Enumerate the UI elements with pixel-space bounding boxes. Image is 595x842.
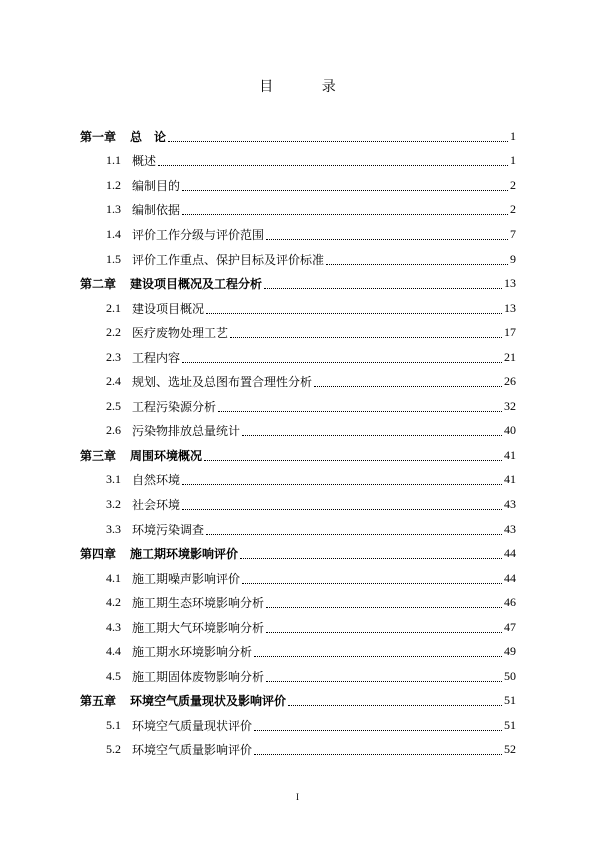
toc-entry-title: 环境空气质量影响评价 [132,743,253,758]
toc-leader-dots [266,681,502,682]
toc-entry-title: 编制目的 [132,178,181,193]
toc-leader-dots [242,583,502,584]
toc-chapter-entry[interactable] [80,443,516,468]
toc-entry-number: 第四章 [80,547,117,562]
toc-section-entry[interactable] [80,738,516,763]
toc-entry-page: 21 [504,349,516,364]
toc-section-entry[interactable] [80,345,516,370]
toc-entry-title: 医疗废物处理工艺 [132,326,229,341]
toc-entry-title: 自然环境 [132,473,181,488]
toc-leader-dots [206,313,502,314]
toc-entry-number: 1.3 [106,202,121,217]
toc-leader-dots [254,754,502,755]
toc-entry-title: 建设项目概况 [132,301,205,316]
toc-entry-title: 工程内容 [132,350,181,365]
toc-entry-page: 32 [504,398,516,413]
toc-entry-title: 施工期生态环境影响分析 [132,596,265,611]
toc-leader-dots [218,411,502,412]
toc-leader-dots [266,607,502,608]
toc-section-entry[interactable] [80,468,516,493]
toc-entry-page: 41 [504,472,516,487]
toc-leader-dots [326,264,508,265]
toc-entry-page: 43 [504,521,516,536]
toc-entry-number: 第五章 [80,694,117,709]
toc-section-entry[interactable] [80,320,516,345]
toc-entry-page: 13 [504,276,516,291]
toc-section-entry[interactable] [80,296,516,321]
toc-section-entry[interactable] [80,247,516,272]
toc-entry-page: 44 [504,570,516,585]
toc-entry-page: 52 [504,742,516,757]
toc-section-entry[interactable] [80,492,516,517]
toc-entry-page: 1 [510,153,516,168]
toc-leader-dots [158,165,508,166]
toc-entry-page: 1 [510,128,516,143]
toc-entry-page: 44 [504,546,516,561]
toc-entry-title: 概述 [132,154,157,169]
toc-section-entry[interactable] [80,517,516,542]
toc-leader-dots [266,239,508,240]
toc-entry-page: 17 [504,325,516,340]
toc-section-entry[interactable] [80,198,516,223]
toc-entry-number: 1.1 [106,153,121,168]
toc-entry-page: 7 [510,226,516,241]
toc-section-entry[interactable] [80,566,516,591]
toc-leader-dots [182,362,502,363]
toc-leader-dots [182,214,508,215]
toc-entry-title: 施工期环境影响评价 [130,547,239,562]
toc-leader-dots [314,386,502,387]
toc-leader-dots [240,558,502,559]
toc-chapter-entry[interactable] [80,124,516,149]
toc-entry-title: 周围环境概况 [130,448,203,463]
toc-entry-number: 2.5 [106,398,121,413]
toc-entry-title: 总 论 [130,129,167,144]
toc-section-entry[interactable] [80,173,516,198]
toc-entry-page: 47 [504,619,516,634]
toc-entry-page: 51 [504,693,516,708]
toc-chapter-entry[interactable] [80,271,516,296]
toc-entry-number: 4.4 [106,644,121,659]
toc-entry-number: 2.4 [106,374,121,389]
toc-section-entry[interactable] [80,713,516,738]
page-title: 目 录 [259,79,358,95]
toc-entry-number: 1.2 [106,177,121,192]
page-number: I [296,792,299,802]
toc-entry-page: 50 [504,668,516,683]
toc-entry-page: 26 [504,374,516,389]
toc-section-entry[interactable] [80,664,516,689]
toc-section-entry[interactable] [80,222,516,247]
toc-entry-number: 5.2 [106,742,121,757]
toc-entry-title: 评价工作分级与评价范围 [132,227,265,242]
toc-entry-number: 4.5 [106,668,121,683]
toc-entry-page: 9 [510,251,516,266]
toc-entry-page: 51 [504,717,516,732]
toc-leader-dots [254,730,502,731]
toc-section-entry[interactable] [80,639,516,664]
toc-leader-dots [288,705,502,706]
toc-entry-number: 3.2 [106,496,121,511]
toc-leader-dots [182,509,502,510]
toc-entry-page: 46 [504,595,516,610]
toc-entry-title: 施工期噪声影响评价 [132,571,241,586]
toc-entry-number: 2.1 [106,300,121,315]
toc-leader-dots [230,337,502,338]
toc-leader-dots [204,460,502,461]
toc-entry-number: 3.3 [106,521,121,536]
toc-section-entry[interactable] [80,615,516,640]
toc-entry-page: 43 [504,496,516,511]
toc-section-entry[interactable] [80,369,516,394]
toc-entry-title: 施工期固体废物影响分析 [132,669,265,684]
toc-entry-title: 环境空气质量现状评价 [132,718,253,733]
toc-entry-title: 编制依据 [132,203,181,218]
toc-entry-number: 2.3 [106,349,121,364]
toc-entry-page: 49 [504,644,516,659]
table-of-contents [80,124,516,762]
toc-section-entry[interactable] [80,419,516,444]
toc-entry-number: 第一章 [80,129,117,144]
toc-entry-title: 规划、选址及总图布置合理性分析 [132,375,313,390]
toc-entry-page: 13 [504,300,516,315]
toc-entry-title: 施工期大气环境影响分析 [132,620,265,635]
toc-entry-number: 第三章 [80,448,117,463]
toc-entry-number: 第二章 [80,277,117,292]
toc-leader-dots [206,534,502,535]
toc-section-entry[interactable] [80,590,516,615]
toc-entry-number: 5.1 [106,717,121,732]
toc-entry-title: 评价工作重点、保护目标及评价标准 [132,252,325,267]
toc-leader-dots [182,190,508,191]
toc-entry-number: 2.6 [106,423,121,438]
toc-entry-number: 4.1 [106,570,121,585]
toc-entry-page: 40 [504,423,516,438]
toc-leader-dots [242,435,502,436]
toc-chapter-entry[interactable] [80,689,516,714]
toc-entry-title: 环境空气质量现状及影响评价 [130,694,287,709]
toc-entry-page: 41 [504,447,516,462]
toc-entry-page: 2 [510,177,516,192]
toc-entry-title: 环境污染调查 [132,522,205,537]
toc-entry-title: 施工期水环境影响分析 [132,645,253,660]
toc-section-entry[interactable] [80,394,516,419]
toc-entry-title: 建设项目概况及工程分析 [130,277,263,292]
toc-leader-dots [182,484,502,485]
toc-entry-title: 社会环境 [132,497,181,512]
toc-entry-page: 2 [510,202,516,217]
toc-entry-title: 工程污染源分析 [132,399,217,414]
toc-entry-number: 1.5 [106,251,121,266]
toc-entry-title: 污染物排放总量统计 [132,424,241,439]
toc-entry-number: 4.2 [106,595,121,610]
toc-leader-dots [254,656,502,657]
toc-chapter-entry[interactable] [80,541,516,566]
toc-leader-dots [264,288,502,289]
toc-entry-number: 2.2 [106,325,121,340]
toc-entry-number: 4.3 [106,619,121,634]
toc-entry-number: 1.4 [106,226,121,241]
toc-leader-dots [168,141,508,142]
toc-leader-dots [266,632,502,633]
toc-section-entry[interactable] [80,149,516,174]
toc-entry-number: 3.1 [106,472,121,487]
